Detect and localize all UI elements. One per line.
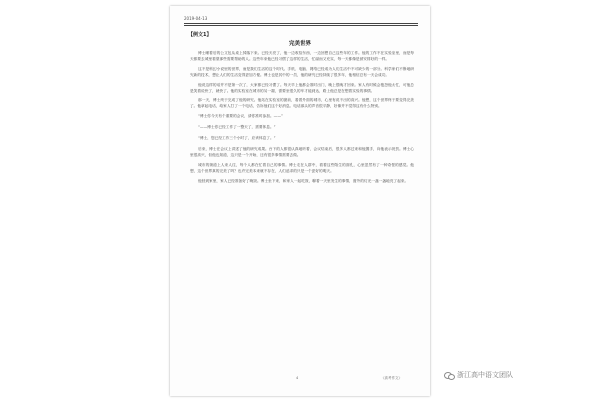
paragraph: 他说这样的话并不是第一次了，大家都已经习惯了。每天早上他都会准时出门，晚上很晚才回来。家人有时候会抱怨他太忙，可他总是笑着说快了，就快了。他的实验室在城市的另一端，需要坐很久的车才能到达，路上他总是在想着实验的事情。	[190, 82, 414, 93]
paragraph: 城市的街道上人来人往，每个人都在忙着自己的事情。博士走在人群中，看着这些陌生的面孔，心里忽然有了一种奇怪的感觉。他想，这个世界真的完美了吗？也许完美本来就不存在，人们追求的只是一个更好的明天。	[190, 162, 414, 173]
paragraph: 他回到家里，家人已经准备好了晚饭。博士坐下来，和家人一起吃饭，聊着一天里发生的事情，窗外的灯光一盏一盏地亮了起来。	[198, 178, 409, 183]
page-date: 2019-04-13	[184, 16, 208, 21]
page-number: 4	[296, 376, 299, 380]
paragraph: 后来，博士在会议上讲述了他的研究成果。台下的人都很认真地听着，会议结束后，很多人都过来和他握手，向他表示祝贺。博士心里很高兴，但他也知道，这只是一个开始，还有很多事情需要去做。	[190, 146, 414, 157]
wechat-icon	[444, 371, 454, 380]
book-title: 《高考作文》	[381, 376, 402, 380]
watermark	[444, 370, 513, 380]
essay-title: 完美世界	[288, 41, 311, 47]
quote-line: “博士你今天有个重要的会议，请你准时参加。——”	[198, 114, 283, 119]
watermark-text: 浙江高中语文团队	[457, 371, 513, 379]
quote-line: “——博士你已经工作了一整天了，需要休息。”	[198, 125, 276, 130]
header-rule	[184, 23, 418, 24]
quote-line: “博士，您已经工作三个小时了，应该休息了。”	[198, 136, 276, 141]
document-page	[170, 6, 430, 396]
example-tag: 【例文1】	[188, 32, 212, 38]
paragraph: 博士睡着后的公文包从桌上掉落下来。已经天亮了，他一边收拾东西，一边回想自己这些年的工作。他的工作不在实验室里，而是每天都要去城里看望那些需要帮助的人。这些年来他已经习惯了这样的生活，忙碌而又充实，每一天都像是被安排好的一样。	[190, 51, 414, 61]
header-rule-secondary	[184, 25, 418, 26]
paragraph: 这不是科幻小说里的世界，而是我们生活的这个时代。手机、电脑、网络已经成为人们生活中不可缺少的一部分。科学家们不断地研究新的技术，想让人们的生活变得更加方便。博士也是其中的一员，他的研究已经持续了很多年，他相信总有一天会成功。	[190, 66, 414, 77]
essay-body	[190, 51, 414, 189]
paragraph: 那一天，博士终于完成了他的研究。他站在实验室的窗前，看着外面的城市，心里有说不出的高兴。他想，这个世界终于要变得完美了。他拿起电话，给家人打了一个电话，告诉他们这个好消息。电话那头的声音很平静，好像并不觉得这有什么特别。	[190, 98, 414, 109]
